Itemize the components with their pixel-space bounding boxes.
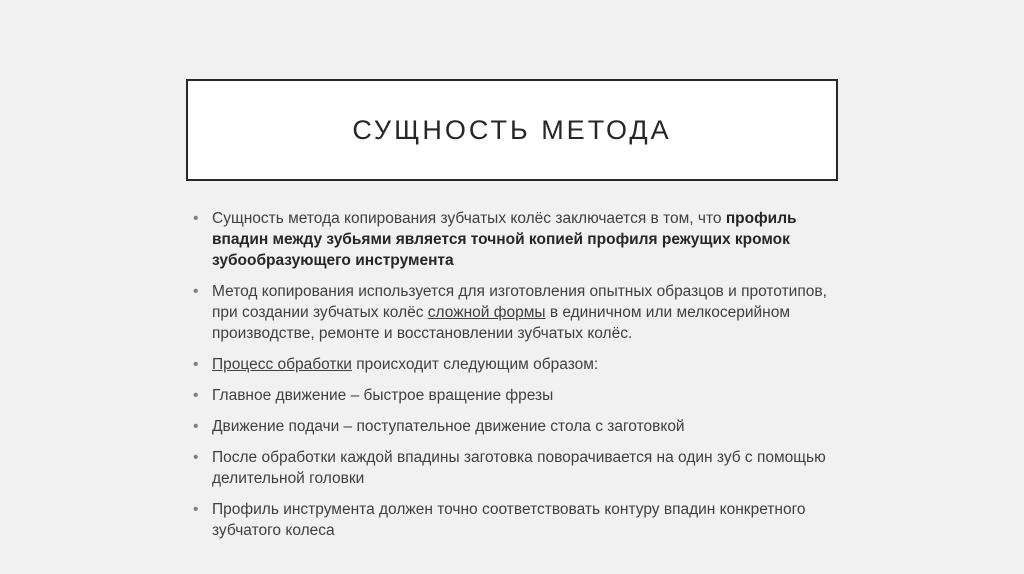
bullet-icon: • (193, 449, 199, 466)
slide-title: СУЩНОСТЬ МЕТОДА (352, 114, 672, 145)
title-box (186, 79, 838, 181)
list-item (191, 447, 831, 489)
item-bold-text: профиль впадин между зубьями является точной копией профиля режущих кромок зубообразующего инструмента (212, 210, 797, 269)
bullet-icon: • (193, 210, 199, 227)
bullet-icon: • (193, 283, 199, 300)
item-text: происходит следующим образом: (351, 356, 599, 373)
list-item (191, 281, 831, 344)
list-item (191, 499, 831, 541)
list-item (191, 385, 831, 406)
bullet-icon: • (193, 387, 199, 404)
item-text: в единичном или мелкосерийном производстве, ремонте и восстановлении зубчатых колёс. (212, 304, 790, 342)
item-link-text[interactable]: сложной формы (427, 304, 546, 321)
bullet-icon: • (193, 418, 199, 435)
item-text: Сущность метода копирования зубчатых колёс заключается в том, что (212, 210, 726, 227)
bullet-list (191, 208, 831, 551)
item-link-text[interactable]: Процесс обработки (212, 356, 352, 373)
bullet-icon: • (193, 501, 199, 518)
list-item (191, 208, 831, 271)
item-text: После обработки каждой впадины заготовка поворачивается на один зуб с помощью делительной головки (212, 449, 826, 487)
item-text: Профиль инструмента должен точно соответствовать контуру впадин конкретного зубчатого колеса (212, 501, 806, 539)
item-text: Движение подачи – поступательное движение стола с заготовкой (212, 418, 685, 435)
list-item (191, 416, 831, 437)
item-text: Главное движение – быстрое вращение фрезы (212, 387, 554, 404)
list-item (191, 354, 831, 375)
bullet-icon: • (193, 356, 199, 373)
item-text: Метод копирования используется для изготовления опытных образцов и прототипов, при создании зубчатых колёс (212, 283, 827, 321)
